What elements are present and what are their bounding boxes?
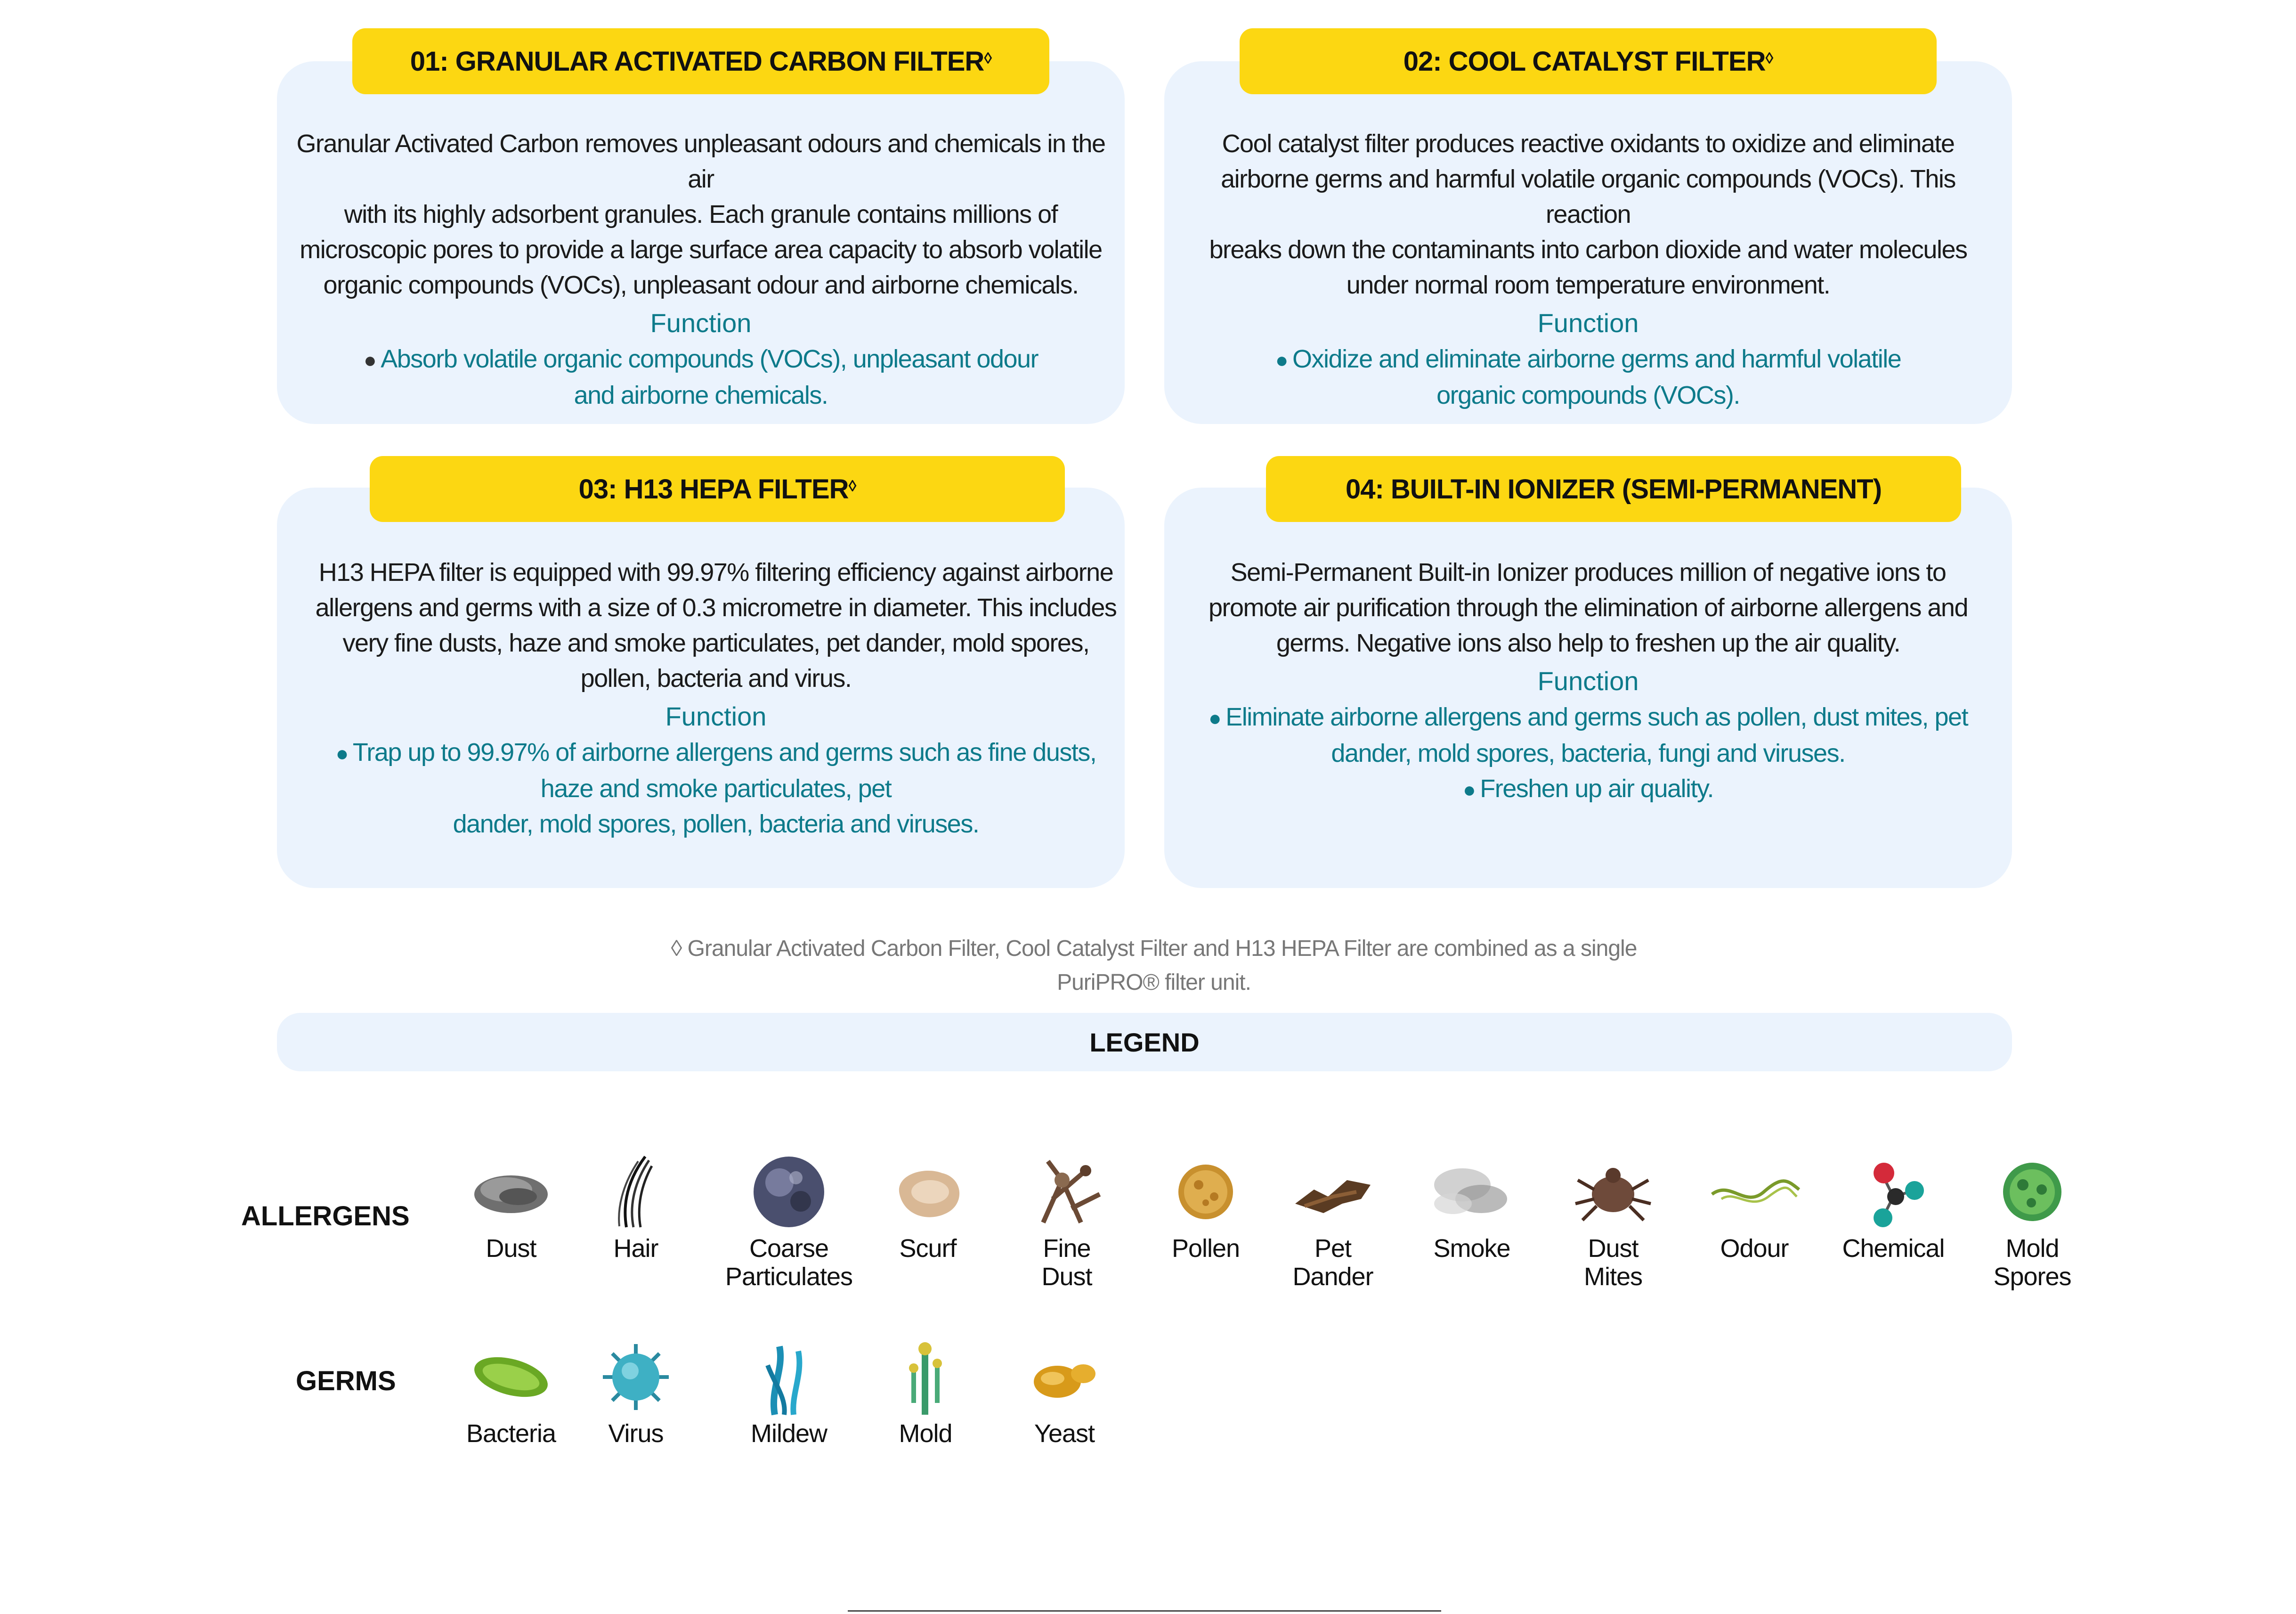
dust-mites-icon [1566, 1152, 1660, 1232]
legend-label: Pollen [1171, 1234, 1240, 1263]
function-item: ● Trap up to 99.97% of airborne allergens and germs such as fine dusts, haze and smoke particulates, pet dander, mold spores, pollen, bacteria and viruses. [335, 738, 1096, 838]
function-heading: Function [1537, 666, 1639, 696]
legend-label: Dust Mites [1583, 1234, 1642, 1291]
function-item: ● Freshen up air quality. [1462, 774, 1714, 803]
bottom-divider [848, 1610, 1441, 1612]
legend-item-pet-dander [1255, 1152, 1411, 1291]
legend-item-hair [558, 1152, 714, 1263]
card-body-h13-hepa [292, 555, 1140, 842]
card-title-h13-hepa [370, 456, 1065, 522]
function-item: ● Eliminate airborne allergens and germs such as pollen, dust mites, pet dander, mold spores, bacteria, fungi and viruses. [1208, 703, 1968, 767]
mold-spores-icon [1985, 1152, 2079, 1232]
legend-item-virus [558, 1337, 714, 1448]
card-title-cool-catalyst [1240, 28, 1937, 94]
card-body-ionizer [1179, 555, 1997, 807]
legend-item-coarse-particulates [711, 1152, 867, 1291]
diamond-mark: ◊ [848, 477, 856, 495]
pet-dander-icon [1286, 1152, 1380, 1232]
function-item: ● Oxidize and eliminate airborne germs and harmful volatile organic compounds (VOCs). [1275, 345, 1901, 409]
legend-label: Chemical [1842, 1234, 1945, 1263]
bullet-icon: ● [363, 348, 376, 372]
legend-item-odour [1677, 1152, 1832, 1263]
yeast-icon [1017, 1337, 1111, 1417]
fine-dust-icon [1020, 1152, 1114, 1232]
legend-item-mildew [711, 1337, 867, 1448]
card-description: Granular Activated Carbon removes unpleasant odours and chemicals in the air with its highly adsorbent granules. Each granule contains millions of microscopic pores to provide a large surface area capacity to absorb volatile organic compounds (VOCs), unpleasant odour and airborne chemicals. [296, 130, 1105, 299]
function-heading: Function [665, 701, 767, 731]
diamond-mark: ◊ [1765, 49, 1773, 67]
legend-label: Fine Dust [1041, 1234, 1092, 1291]
virus-icon [589, 1337, 683, 1417]
mold-icon [878, 1337, 973, 1417]
card-body-granular-carbon [292, 126, 1110, 413]
legend-item-chemical [1816, 1152, 1971, 1263]
legend-label: Coarse Particulates [725, 1234, 853, 1291]
legend-label: Yeast [1034, 1419, 1095, 1448]
legend-label: Scurf [899, 1234, 957, 1263]
legend-label: Pet Dander [1292, 1234, 1373, 1291]
card-description: Semi-Permanent Built-in Ionizer produces million of negative ions to promote air purification through the elimination of airborne allergens and germs. Negative ions also help to freshen up the air quality. [1208, 558, 1968, 657]
card-title-text: 02: COOL CATALYST FILTER [1403, 46, 1766, 77]
legend-label: Mold Spores [1993, 1234, 2071, 1291]
legend-item-scurf [850, 1152, 1006, 1263]
function-item: ● Absorb volatile organic compounds (VOCs), unpleasant odour and airborne chemicals. [363, 345, 1038, 409]
mildew-icon [742, 1337, 836, 1417]
card-description: Cool catalyst filter produces reactive oxidants to oxidize and eliminate airborne germs and harmful volatile organic compounds (VOCs). This reaction breaks down the contaminants into carbon dioxide and water molecules under normal room temperature environment. [1209, 130, 1967, 299]
card-body-cool-catalyst [1179, 126, 1997, 413]
legend-item-dust-mites [1535, 1152, 1691, 1291]
function-heading: Function [1537, 308, 1639, 338]
bacteria-icon [464, 1337, 558, 1417]
hair-icon [589, 1152, 683, 1232]
legend-label: Odour [1720, 1234, 1789, 1263]
scurf-icon [881, 1152, 975, 1232]
legend-item-mold-spores [1955, 1152, 2110, 1291]
bullet-icon: ● [1275, 348, 1288, 372]
function-heading: Function [650, 308, 752, 338]
legend-item-smoke [1394, 1152, 1550, 1263]
bullet-icon: ● [1462, 777, 1476, 802]
legend-label: Mold [899, 1419, 952, 1448]
footnote: ◊ Granular Activated Carbon Filter, Cool Catalyst Filter and H13 HEPA Filter are combined as a single PuriPRO® filter unit. [671, 936, 1637, 995]
diamond-mark: ◊ [984, 49, 992, 67]
germs-label: GERMS [296, 1366, 396, 1396]
pollen-icon [1159, 1152, 1253, 1232]
card-title-text: 03: H13 HEPA FILTER [578, 473, 849, 505]
odour-icon [1707, 1152, 1801, 1232]
legend-item-mold [848, 1337, 1003, 1448]
allergens-label: ALLERGENS [241, 1201, 410, 1231]
bullet-icon: ● [1208, 706, 1221, 730]
legend-item-fine-dust [989, 1152, 1144, 1291]
legend-label: Hair [613, 1234, 658, 1263]
smoke-icon [1425, 1152, 1519, 1232]
legend-label: Virus [608, 1419, 664, 1448]
legend-title: LEGEND [1089, 1027, 1200, 1057]
legend-label: Mildew [750, 1419, 828, 1448]
coarse-particulates-icon [742, 1152, 836, 1232]
card-description: H13 HEPA filter is equipped with 99.97% filtering efficiency against airborne allergens and germs with a size of 0.3 micrometre in diameter. This includes very fine dusts, haze and smoke particulates, pet dander, mold spores, pollen, bacteria and virus. [315, 558, 1117, 693]
legend-label: Bacteria [466, 1419, 556, 1448]
card-title-text: 01: GRANULAR ACTIVATED CARBON FILTER [410, 46, 984, 77]
legend-label: Smoke [1433, 1234, 1510, 1263]
legend-item-yeast [987, 1337, 1142, 1448]
dust-icon [464, 1152, 558, 1232]
card-title-granular-carbon [352, 28, 1049, 94]
card-title-text: 04: BUILT-IN IONIZER (SEMI-PERMANENT) [1345, 473, 1882, 505]
legend-header [277, 1013, 2012, 1071]
card-title-ionizer [1266, 456, 1961, 522]
legend-label: Dust [486, 1234, 536, 1263]
chemical-icon [1846, 1152, 1940, 1232]
bullet-icon: ● [335, 741, 348, 766]
